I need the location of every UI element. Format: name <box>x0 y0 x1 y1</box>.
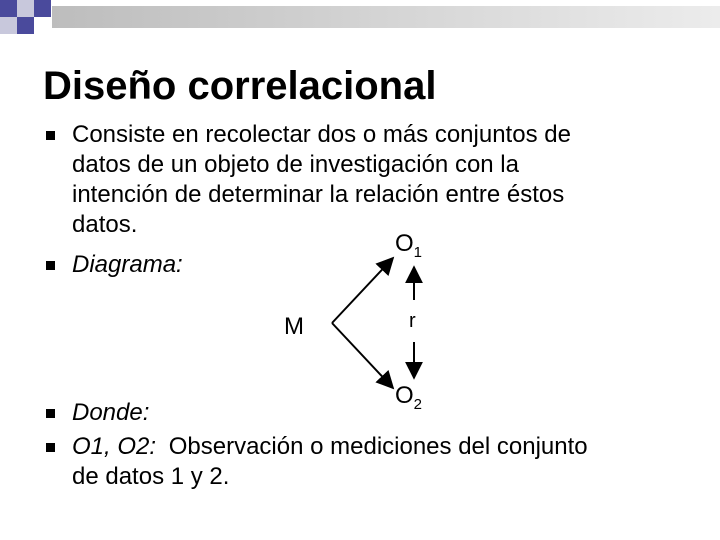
diagram-label: Diagrama: <box>72 251 183 278</box>
bullet-text-line: de datos 1 y 2. <box>72 463 230 490</box>
o1-o2-label: O1, O2: <box>72 433 157 460</box>
bullet-marker <box>46 409 55 418</box>
donde-label: Donde: <box>72 399 150 426</box>
node-o1-letter: O <box>395 230 414 257</box>
arrow-m-to-o1 <box>332 258 393 323</box>
bullet-text-line: datos de un objeto de investigación con la <box>72 151 519 178</box>
slide-title: Diseño correlacional <box>43 64 437 108</box>
node-m: M <box>284 313 304 340</box>
bullet-text-line: intención de determinar la relación entre éstos <box>72 181 565 208</box>
bullet-text-line <box>72 432 588 462</box>
node-o1-subscript: 1 <box>413 244 423 261</box>
bullet-text-line: Consiste en recolectar dos o más conjuntos de <box>72 121 571 148</box>
bullet-marker <box>46 443 55 452</box>
node-o2-letter: O <box>395 382 414 409</box>
node-o1 <box>395 230 422 261</box>
node-o2-subscript: 2 <box>413 396 423 413</box>
node-o2 <box>395 382 422 413</box>
bullet-text-line: datos. <box>72 211 138 238</box>
o1-o2-description: Observación o mediciones del conjunto <box>168 433 588 460</box>
relation-label: r <box>409 310 416 332</box>
arrow-m-to-o2 <box>332 323 393 388</box>
